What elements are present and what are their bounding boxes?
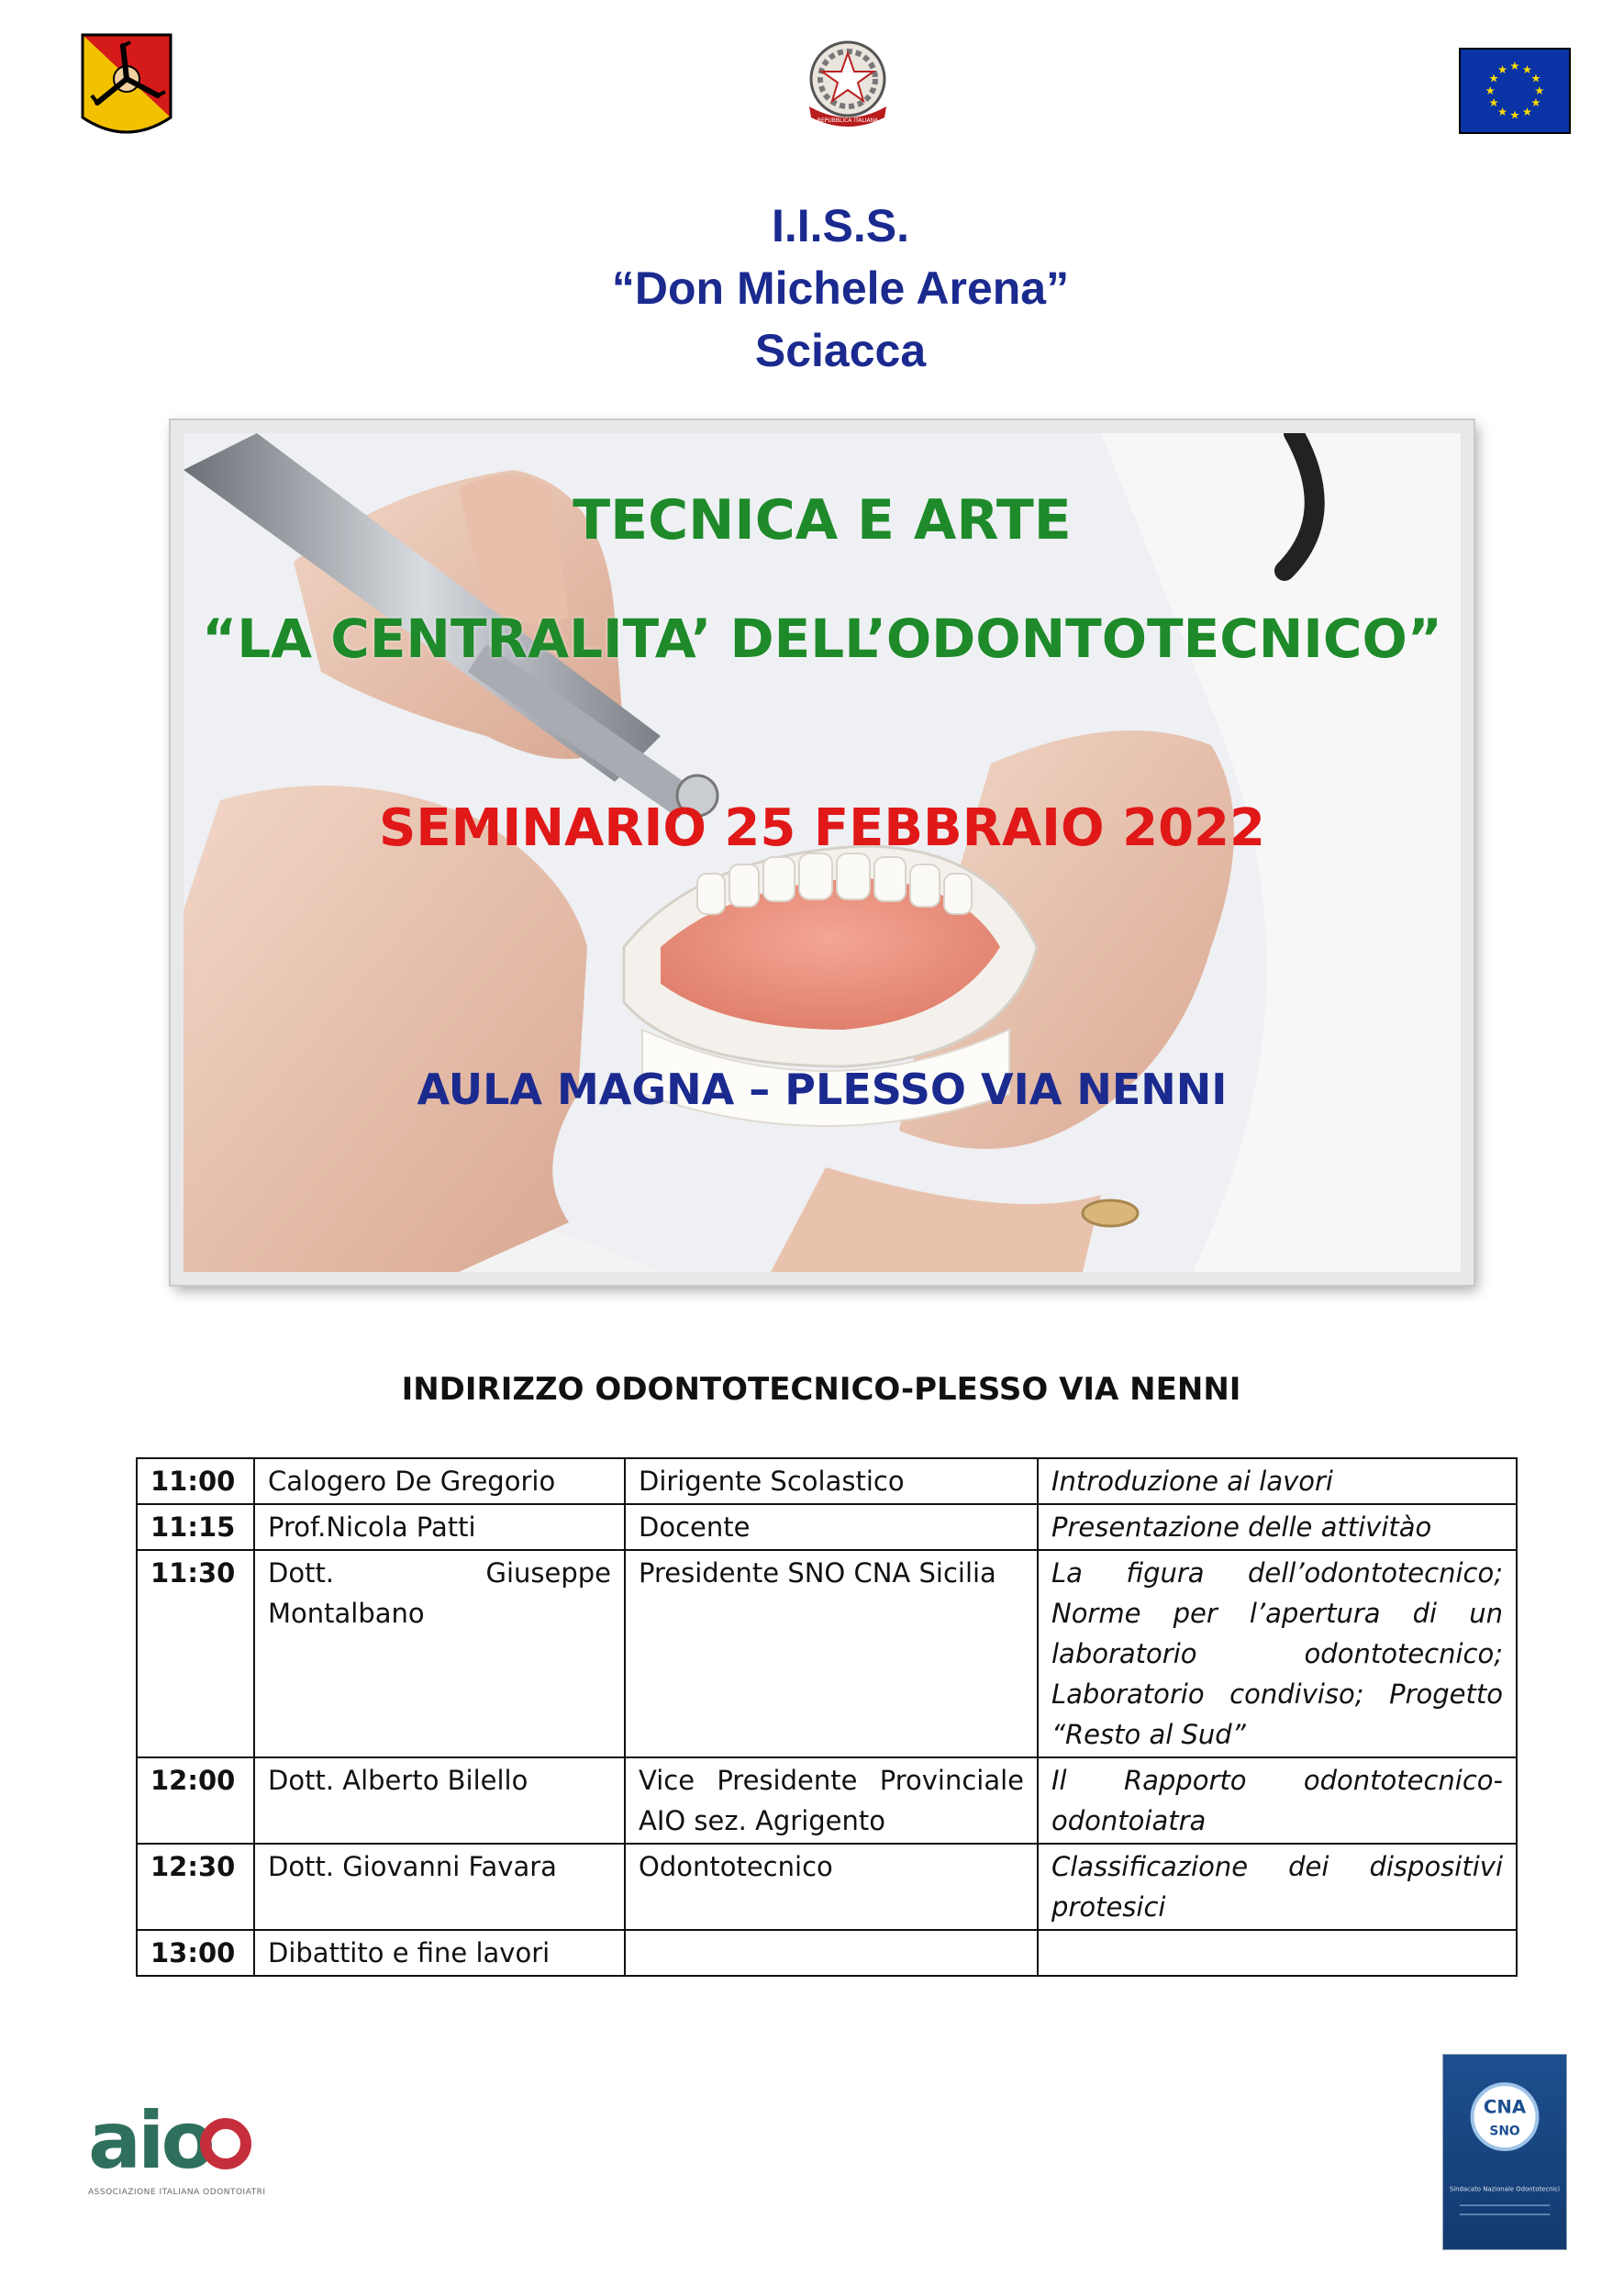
speaker-cell: Prof.Nicola Patti: [254, 1504, 625, 1550]
svg-text:★: ★: [1509, 59, 1520, 73]
emblem-ribbon-text: REPUBBLICA ITALIANA: [817, 117, 879, 124]
topic-cell: [1038, 1930, 1517, 1976]
sno-wordmark: SNO: [1489, 2124, 1520, 2139]
schedule-table: [136, 1457, 1518, 1977]
aio-subtitle: ASSOCIAZIONE ITALIANA ODONTOIATRI: [88, 2188, 266, 2197]
svg-text:★: ★: [1488, 95, 1499, 110]
speaker-cell: Dott. Giuseppe Montalbano: [254, 1550, 625, 1757]
svg-text:★: ★: [1521, 61, 1532, 76]
seminar-location: AULA MAGNA – PLESSO VIA NENNI: [417, 1065, 1228, 1114]
time-cell: 11:15: [137, 1504, 254, 1550]
seminar-title: TECNICA E ARTE: [573, 488, 1072, 552]
seminar-poster-image: [171, 420, 1474, 1285]
role-cell: Presidente SNO CNA Sicilia: [625, 1550, 1038, 1757]
time-cell: 12:30: [137, 1844, 254, 1930]
program-heading: INDIRIZZO ODONTOTECNICO-PLESSO VIA NENNI: [401, 1371, 1241, 1408]
time-cell: 11:30: [137, 1550, 254, 1757]
speaker-cell: Dott. Giovanni Favara: [254, 1844, 625, 1930]
school-header: [0, 195, 1624, 382]
speaker-cell: Dibattito e fine lavori: [254, 1930, 625, 1976]
table-row: [137, 1844, 1517, 1930]
svg-text:★: ★: [1497, 61, 1508, 76]
aio-wordmark: aio: [88, 2103, 212, 2180]
svg-text:★: ★: [1509, 107, 1520, 122]
table-row: [137, 1458, 1517, 1504]
role-cell: Docente: [625, 1504, 1038, 1550]
sno-caption: Sindacato Nazionale Odontotecnici: [1449, 2185, 1561, 2193]
time-cell: 12:00: [137, 1757, 254, 1844]
topic-cell: Il Rapporto odontotecnico-odontoiatra: [1038, 1757, 1517, 1844]
aio-logo: [88, 2103, 251, 2180]
svg-text:★: ★: [1530, 71, 1541, 85]
time-cell: 11:00: [137, 1458, 254, 1504]
role-cell: Odontotecnico: [625, 1844, 1038, 1930]
topic-cell: La figura dell’odontotecnico; Norme per l’apertura di un laboratorio odontotecnico; Laboratorio condiviso; Progetto “Resto al Sud”: [1038, 1550, 1517, 1757]
role-cell: Dirigente Scolastico: [625, 1458, 1038, 1504]
school-type: I.I.S.S.: [771, 200, 910, 251]
table-row: [137, 1757, 1517, 1844]
school-city: Sciacca: [754, 325, 927, 376]
svg-text:★: ★: [1485, 83, 1496, 97]
sicily-region-logo: [79, 31, 174, 147]
topic-cell: Classificazione dei dispositivi protesici: [1038, 1844, 1517, 1930]
italian-republic-emblem: [796, 29, 899, 132]
topic-cell: Introduzione ai lavori: [1038, 1458, 1517, 1504]
speaker-cell: Calogero De Gregorio: [254, 1458, 625, 1504]
time-cell: 13:00: [137, 1930, 254, 1976]
sno-cna-logo: [1442, 2054, 1567, 2250]
seminar-subtitle: “LA CENTRALITA’ DELL’ODONTOTECNICO”: [202, 608, 1442, 670]
role-cell: Vice Presidente Provinciale AIO sez. Agrigento: [625, 1757, 1038, 1844]
role-cell: [625, 1930, 1038, 1976]
topic-cell: Presentazione delle attivitào: [1038, 1504, 1517, 1550]
seminar-date: SEMINARIO 25 FEBBRAIO 2022: [379, 798, 1265, 858]
table-row: [137, 1504, 1517, 1550]
sno-badge: CNA: [1483, 2096, 1527, 2118]
svg-text:★: ★: [1488, 71, 1499, 85]
table-row: [137, 1550, 1517, 1757]
eu-flag: [1459, 48, 1571, 134]
svg-text:★: ★: [1497, 104, 1508, 118]
svg-text:★: ★: [1530, 95, 1541, 110]
school-name: “Don Michele Arena”: [611, 262, 1070, 314]
speaker-cell: Dott. Alberto Bilello: [254, 1757, 625, 1844]
table-row: [137, 1930, 1517, 1976]
svg-text:★: ★: [1534, 83, 1545, 97]
svg-text:★: ★: [1521, 104, 1532, 118]
